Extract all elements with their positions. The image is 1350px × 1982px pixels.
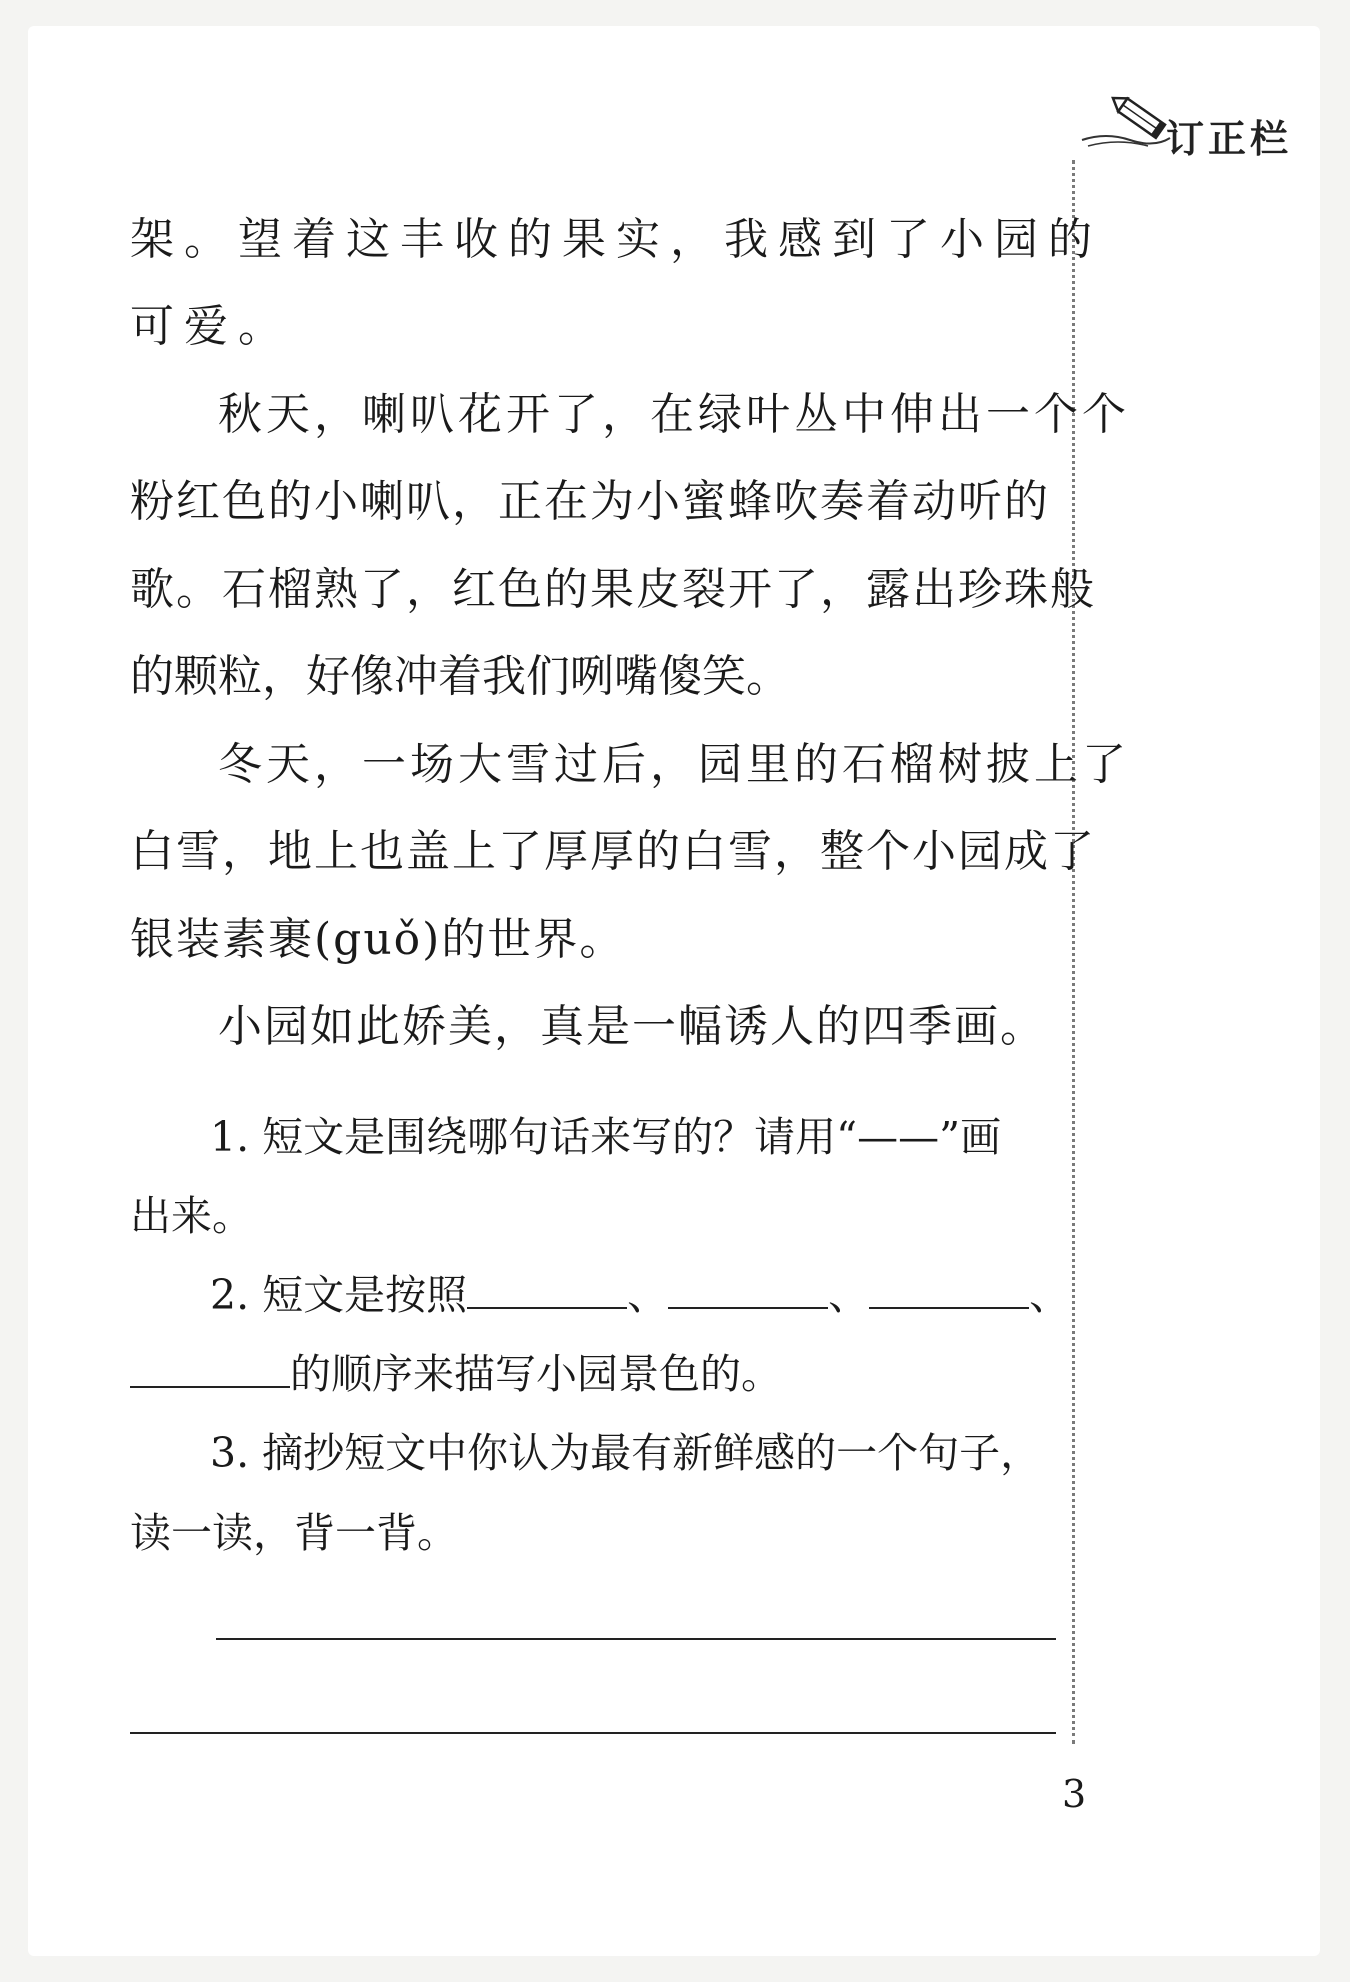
answer-line-1[interactable] — [216, 1638, 1056, 1640]
question-1-cont: 出来。 — [130, 1192, 253, 1240]
passage-line: 的颗粒，好像冲着我们咧嘴傻笑。 — [130, 651, 790, 702]
separator: 、 — [1029, 1271, 1071, 1319]
passage-line: 歌。石榴熟了，红色的果皮裂开了，露出珍珠般 — [130, 564, 1096, 615]
fill-blank-2[interactable] — [668, 1274, 828, 1309]
question-3: 3. 摘抄短文中你认为最有新鲜感的一个句子， — [210, 1429, 1042, 1477]
fill-blank-1[interactable] — [467, 1274, 627, 1309]
passage-line: 可爱。 — [130, 301, 292, 352]
passage-line: 粉红色的小喇叭，正在为小蜜蜂吹奏着动听的 — [130, 476, 1050, 527]
passage-line: 秋天，喇叭花开了，在绿叶丛中伸出一个个 — [218, 389, 1130, 440]
separator: 、 — [627, 1271, 669, 1319]
passage-line: 小园如此娇美，真是一幅诱人的四季画。 — [218, 1001, 1046, 1052]
question-2 — [210, 1262, 1070, 1321]
fill-blank-4[interactable] — [130, 1353, 290, 1388]
correction-column-title: 订正栏 — [1166, 117, 1293, 161]
fill-blank-3[interactable] — [869, 1274, 1029, 1309]
page-number: 3 — [1062, 1772, 1087, 1816]
passage-line: 架。望着这丰收的果实，我感到了小园的 — [130, 214, 1102, 265]
passage-line: 冬天，一场大雪过后，园里的石榴树披上了 — [218, 739, 1130, 790]
pencil-icon — [1078, 92, 1173, 152]
question-3-cont: 读一读，背一背。 — [130, 1509, 458, 1557]
question-1: 1. 短文是围绕哪句话来写的？请用“——”画 — [210, 1113, 1002, 1161]
separator: 、 — [828, 1271, 870, 1319]
answer-line-2[interactable] — [130, 1732, 1056, 1734]
question-2-cont — [130, 1341, 782, 1400]
question-2-prefix: 2. 短文是按照 — [210, 1271, 468, 1319]
passage-line: 白雪，地上也盖上了厚厚的白雪，整个小园成了 — [130, 826, 1096, 877]
passage-line: 银装素裹(guǒ)的世界。 — [130, 914, 626, 965]
correction-column-header — [1078, 92, 1308, 162]
question-2-suffix: 的顺序来描写小园景色的。 — [290, 1350, 782, 1398]
